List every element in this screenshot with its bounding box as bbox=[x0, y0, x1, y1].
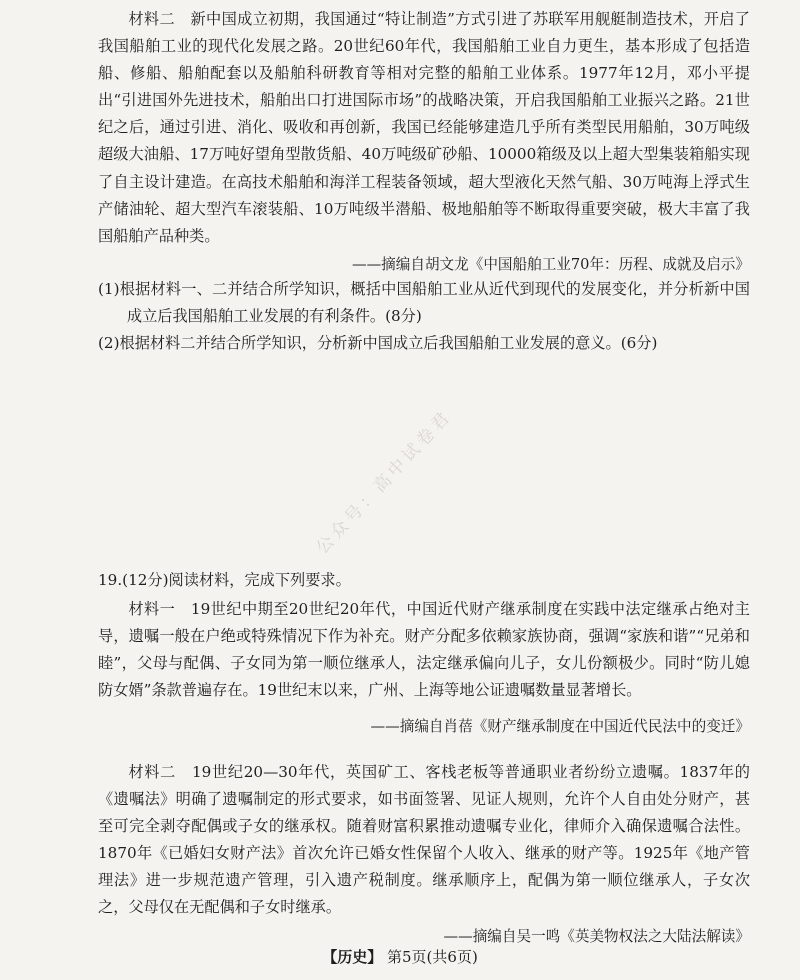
watermark: 公众号：高中试卷君 bbox=[312, 406, 457, 559]
q19-material-1-source: ——摘编自肖蓓《财产继承制度在中国近代民法中的变迁》 bbox=[370, 718, 750, 736]
q19-material-2 bbox=[98, 759, 750, 950]
page-footer bbox=[0, 946, 800, 968]
q19-header: 19.(12分)阅读材料，完成下列要求。 bbox=[98, 571, 351, 589]
q18-questions bbox=[98, 276, 750, 357]
material-2-source: ——摘编自胡文龙《中国船舶工业70年：历程、成就及启示》 bbox=[351, 255, 750, 273]
q19-material-1 bbox=[98, 596, 750, 740]
q18-material-2 bbox=[98, 6, 750, 278]
footer-page-number: 第5页(共6页) bbox=[387, 948, 478, 966]
material-2-text: 材料二 新中国成立初期，我国通过“特让制造”方式引进了苏联军用舰艇制造技术，开启了我国船舶工业的现代化发展之路。20世纪60年代，我国船舶工业自力更生，基本形成了包括造船、修船、船舶配套以及船舶科研教育等相对完整的船舶工业体系。1977年12月，邓小平提出“引进国外先进技术，船舶出口打进国际市场”的战略决策，开启我国船舶工业振兴之路。21世纪之后，通过引进、消化、吸收和再创新，我国已经能够建造几乎所有类型民用船舶，30万吨级超级大油船、17万吨好望角型散货船、40万吨级矿砂船、10000箱级及以上超大型集装箱船实现了自主设计建造。在高技术船舶和海洋工程装备领域，超大型液化天然气船、30万吨海上浮式生产储油轮、超大型汽车滚装船、10万吨级半潜船、极地船舶等不断取得重要突破，极大丰富了我国船舶产品种类。 bbox=[98, 10, 750, 245]
question-2: (2)根据材料二并结合所学知识，分析新中国成立后我国船舶工业发展的意义。(6分) bbox=[98, 334, 658, 353]
q19-material-2-text: 材料二 19世纪20—30年代，英国矿工、客栈老板等普通职业者纷纷立遗嘱。1837年的《遗嘱法》明确了遗嘱制定的形式要求，如书面签署、见证人规则，允许个人自由处分财产，甚至可完全剥夺配偶或子女的继承权。随着财富积累推动遗嘱专业化，律师介入确保遗嘱合法性。1870年《已婚妇女财产法》首次允许已婚女性保留个人收入、继承的财产等。1925年《地产管理法》进一步规范遗产管理，引入遗产税制度。继承顺序上，配偶为第一顺位继承人，子女次之，父母仅在无配偶和子女时继承。 bbox=[98, 763, 750, 917]
q19-material-2-source: ——摘编自吴一鸣《英美物权法之大陆法解读》 bbox=[443, 927, 750, 945]
q19-material-1-text: 材料一 19世纪中期至20世纪20年代，中国近代财产继承制度在实践中法定继承占绝对主导，遗嘱一般在户绝或特殊情况下作为补充。财产分配多依赖家族协商，强调“家族和谐”“兄弟和睦”，父母与配偶、子女同为第一顺位继承人，法定继承偏向儿子，女儿份额极少。同时“防儿媳防女婿”条款普遍存在。19世纪末以来，广州、上海等地公证遗嘱数量显著增长。 bbox=[98, 600, 750, 700]
question-1: (1)根据材料一、二并结合所学知识，概括中国船舶工业从近代到现代的发展变化，并分析新中国成立后我国船舶工业发展的有利条件。(8分) bbox=[98, 280, 750, 326]
footer-subject: 【历史】 bbox=[322, 948, 383, 966]
